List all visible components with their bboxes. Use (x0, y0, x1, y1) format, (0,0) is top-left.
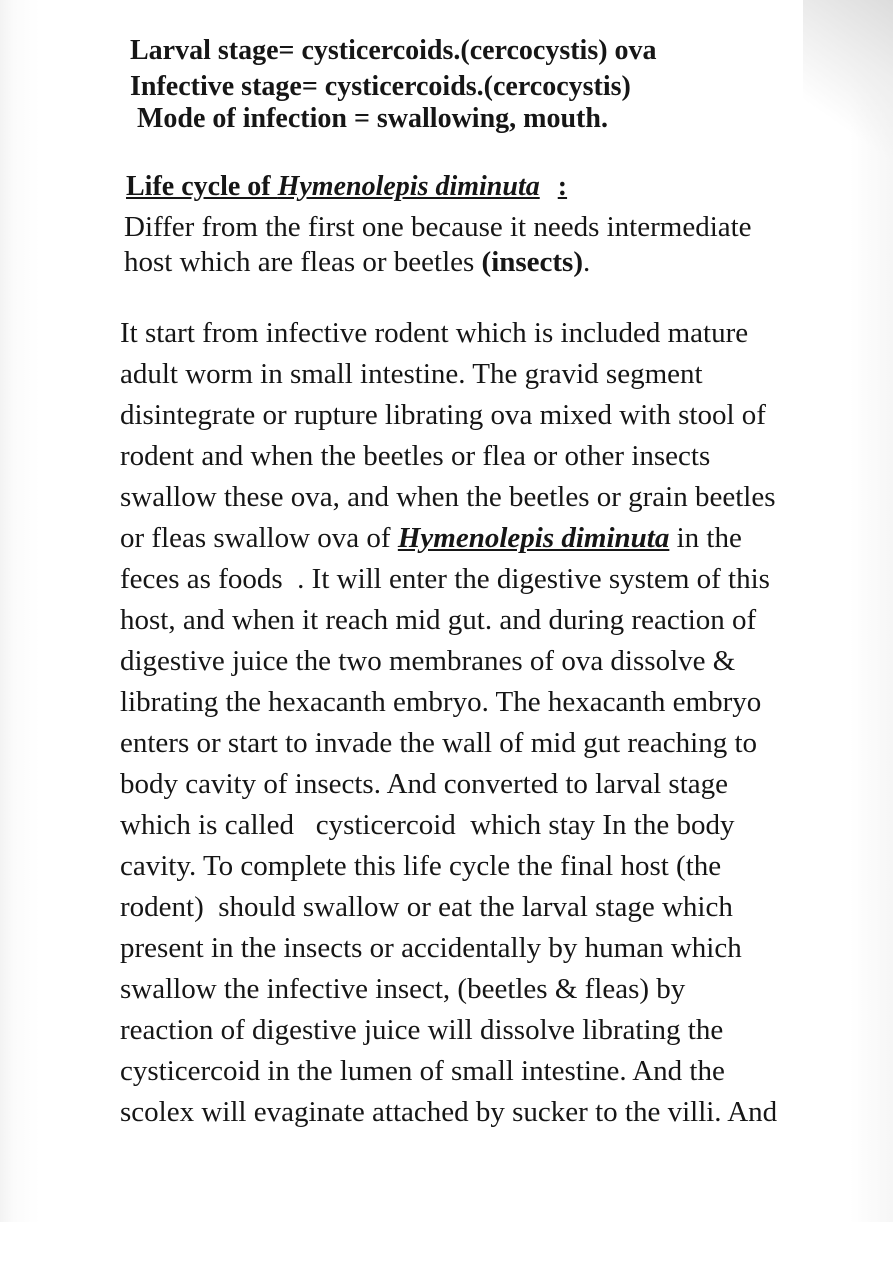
section-title (126, 170, 567, 204)
body-line: reaction of digestive juice will dissolve librating the (120, 1014, 724, 1046)
body-line (120, 518, 825, 559)
body-line: feces as foods . It will enter the digestive system of this (120, 563, 770, 595)
body-line: disintegrate or rupture librating ova mixed with stool of (120, 399, 766, 431)
body-line: host, and when it reach mid gut. and during reaction of (120, 604, 757, 636)
body-line: It start from infective rodent which is included mature (120, 317, 749, 349)
body-line: librating the hexacanth embryo. The hexacanth embryo (120, 686, 762, 718)
body-line: scolex will evaginate attached by sucker to the villi. And (120, 1096, 778, 1128)
larval-stage-line: Larval stage= cysticercoids.(cercocystis) ova (130, 35, 657, 66)
mode-of-infection-line: Mode of infection = swallowing, mouth. (137, 103, 608, 134)
body-line: swallow these ova, and when the beetles or grain beetles (120, 481, 776, 513)
title-colon: : (557, 171, 568, 202)
title-prefix: Life cycle of (126, 171, 278, 202)
body-paragraph (120, 313, 825, 1133)
intro-insects: (insects) (481, 246, 584, 278)
body-line: cavity. To complete this life cycle the final host (the (120, 850, 722, 882)
body-line: rodent and when the beetles or flea or other insects (120, 440, 711, 472)
intro-line (124, 245, 824, 280)
body-line: present in the insects or accidentally by human which (120, 932, 742, 964)
body-line: cysticercoid in the lumen of small intestine. And the (120, 1055, 725, 1087)
body-line: adult worm in small intestine. The gravid segment (120, 358, 703, 390)
body-text-segment: or fleas swallow ova of (120, 522, 398, 554)
body-text-segment: in the (669, 522, 742, 554)
intro-line: Differ from the first one because it needs intermediate (124, 211, 752, 243)
body-line: rodent) should swallow or eat the larval stage which (120, 891, 733, 923)
intro-period: . (583, 246, 591, 278)
body-line: body cavity of insects. And converted to larval stage (120, 768, 729, 800)
body-line: digestive juice the two membranes of ova dissolve & (120, 645, 736, 677)
page-corner-shadow (803, 0, 893, 170)
title-species: Hymenolepis diminuta (277, 171, 540, 202)
infective-stage-line: Infective stage= cysticercoids.(cercocystis) (130, 71, 631, 102)
intro-paragraph (124, 210, 824, 280)
scan-bottom-margin (0, 1222, 893, 1263)
intro-text: host which are fleas or beetles (124, 246, 482, 278)
species-name: Hymenolepis diminuta (397, 522, 670, 554)
body-line: swallow the infective insect, (beetles & fleas) by (120, 973, 686, 1005)
body-line: which is called cysticercoid which stay In the body (120, 809, 735, 841)
body-line: enters or start to invade the wall of mid gut reaching to (120, 727, 758, 759)
